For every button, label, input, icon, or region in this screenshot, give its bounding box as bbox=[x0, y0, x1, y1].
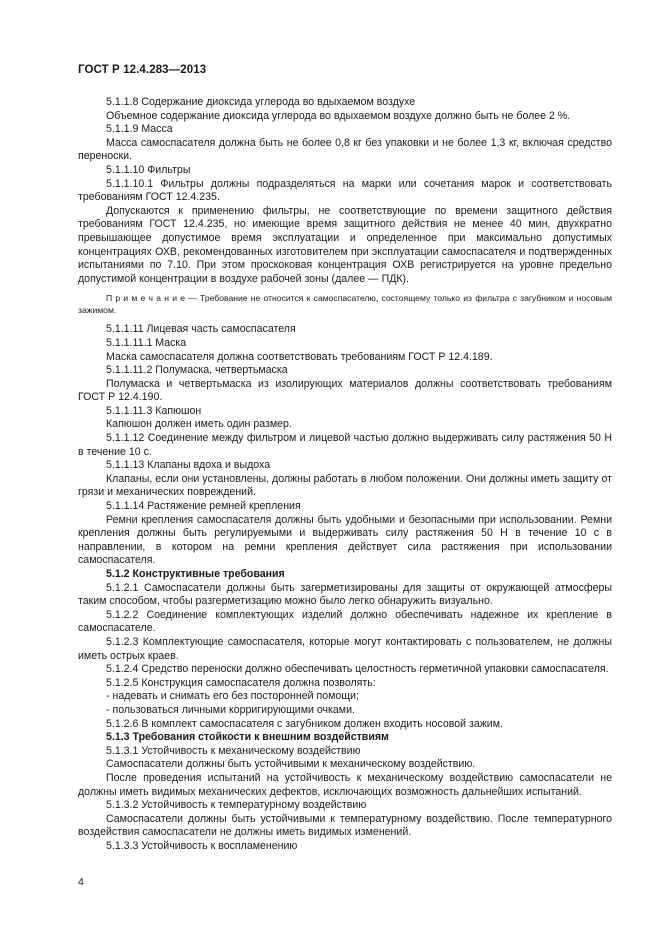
paragraph: Допускаются к применению фильтры, не соответствующие по времени защитного действия требованиям ГОСТ 12.4.235, но имеющие время защитного действия не менее 40 мин, двухкратно превышающее допустимое время эксплуатации и определенное при максимально допустимых концентрациях ОХВ, рекомендованных изготовителем при эксплуатации самоспасателя и подтвержденных испытаниями по 7.10. При этом проскоковая концентрация ОХВ регистрируется на уровне предельно допустимой концентрации в воздухе рабочей зоны (далее — ПДК). bbox=[78, 204, 612, 285]
paragraph: 5.1.3.1 Устойчивость к механическому воздействию bbox=[106, 744, 361, 757]
paragraph: 5.1.1.8 Содержание диоксида углерода во вдыхаемом воздухе bbox=[106, 96, 416, 108]
paragraph: 5.1.2.6 В комплект самоспасателя с загубником должен входить носовой зажим. bbox=[106, 717, 503, 730]
paragraph: 5.1.1.14 Растяжение ремней крепления bbox=[106, 500, 301, 513]
paragraph: После проведения испытаний на устойчивость к механическому воздействию самоспасатели не должны иметь видимых механических дефектов, исключающих возможность дальнейших испытаний. bbox=[78, 771, 612, 798]
note-paragraph: П р и м е ч а н и е — Требование не относится к самоспасателю, состоящему только из фильтра с загубником и носовым зажимом. bbox=[78, 293, 612, 315]
paragraph: 5.1.1.11.3 Капюшон bbox=[106, 404, 202, 417]
paragraph: 5.1.1.10.1 Фильтры должны подразделяться на марки или сочетания марок и соответствовать требованиям ГОСТ 12.4.235. bbox=[78, 177, 612, 204]
paragraph: 5.1.3.3 Устойчивость к воспламенению bbox=[106, 839, 298, 852]
paragraph: 5.1.3.2 Устойчивость к температурному воздействию bbox=[106, 799, 367, 812]
paragraph: 5.1.2.2 Соединение комплектующих изделий должно обеспечивать надежное их крепление в самоспасателе. bbox=[78, 608, 612, 635]
paragraph: Полумаска и четвертьмаска из изолирующих материалов должны соответствовать требованиям ГОСТ Р 12.4.190. bbox=[78, 377, 612, 404]
paragraph: 5.1.2.1 Самоспасатели должны быть загерметизированы для защиты от окружающей атмосферы таким способом, чтобы разгерметизацию можно было легко обнаружить визуально. bbox=[78, 581, 612, 608]
paragraph: 5.1.2.4 Средство переноски должно обеспечивать целостность герметичной упаковки самоспасателя. bbox=[106, 663, 609, 676]
paragraph: Клапаны, если они установлены, должны работать в любом положении. Они должны иметь защиту от грязи и механических повреждений. bbox=[78, 472, 612, 499]
paragraph: Капюшон должен иметь один размер. bbox=[106, 418, 292, 431]
paragraph: 5.1.1.13 Клапаны вдоха и выдоха bbox=[106, 459, 271, 472]
paragraph: 5.1.1.11.2 Полумаска, четвертьмаска bbox=[106, 364, 288, 377]
section-heading: 5.1.2 Конструктивные требования bbox=[106, 568, 285, 580]
paragraph: 5.1.1.11 Лицевая часть самоспасателя bbox=[106, 323, 296, 336]
paragraph: Объемное содержание диоксида углерода во вдыхаемом воздухе должно быть не более 2 %. bbox=[106, 109, 571, 122]
section-heading: 5.1.3 Требования стойкости к внешним воздействиям bbox=[106, 731, 389, 744]
paragraph: 5.1.1.10 Фильтры bbox=[106, 163, 191, 176]
paragraph: 5.1.1.9 Масса bbox=[106, 123, 173, 136]
paragraph: 5.1.2.5 Конструкция самоспасателя должна позволять: bbox=[106, 676, 376, 689]
paragraph: 5.1.2.3 Комплектующие самоспасателя, которые могут контактировать с пользователем, не должны иметь острых краев. bbox=[78, 635, 612, 662]
document-header: ГОСТ Р 12.4.283—2013 bbox=[78, 64, 207, 76]
paragraph: Самоспасатели должны быть устойчивыми к механическому воздействию. bbox=[106, 758, 476, 771]
paragraph: Маска самоспасателя должна соответствовать требованиям ГОСТ Р 12.4.189. bbox=[106, 350, 493, 363]
paragraph: 5.1.1.11.1 Маска bbox=[106, 336, 187, 349]
list-item: - надевать и снимать его без посторонней помощи; bbox=[106, 690, 359, 703]
list-item: - пользоваться личными корригирующими очками. bbox=[106, 703, 355, 716]
paragraph: Масса самоспасателя должна быть не более 0,8 кг без упаковки и не более 1,3 кг, включая средство переноски. bbox=[78, 136, 612, 163]
paragraph: 5.1.1.12 Соединение между фильтром и лицевой частью должно выдерживать силу растяжения 50 Н в течение 10 с. bbox=[78, 432, 612, 458]
page-number: 4 bbox=[78, 876, 84, 888]
paragraph: Ремни крепления самоспасателя должны быть удобными и безопасными при использовании. Ремни крепления должны быть регулируемыми и выдерживать силу растяжения 50 Н в течение 10 с в направлении, в котором на ремни крепления действует сила растяжения при использовании самоспасателя. bbox=[78, 513, 612, 567]
document-body bbox=[78, 96, 612, 853]
paragraph: Самоспасатели должны быть устойчивыми к температурному воздействию. После температурного воздействия самоспасатели не должны иметь видимых изменений. bbox=[78, 812, 612, 839]
